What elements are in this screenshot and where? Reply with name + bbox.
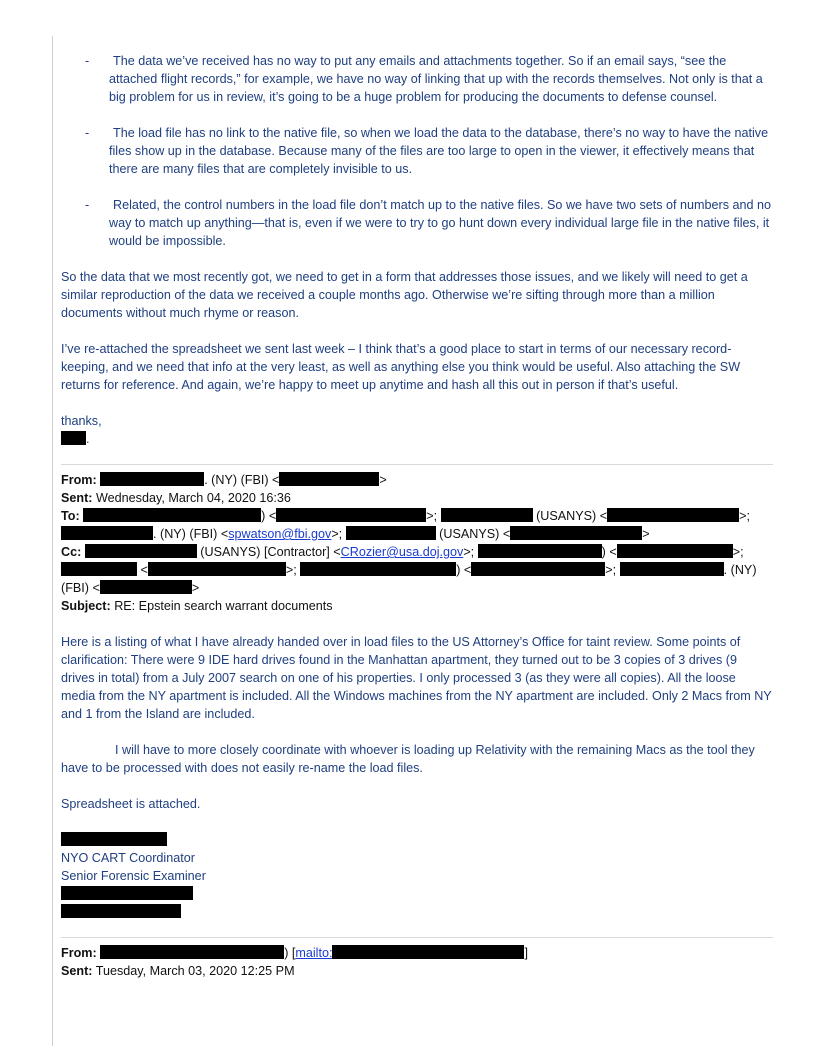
redaction-bar — [471, 562, 605, 576]
signature-title: Senior Forensic Examiner — [61, 869, 206, 883]
sent-line: Sent: Tuesday, March 03, 2020 12:25 PM — [61, 964, 295, 978]
bullet-text: The data we’ve received has no way to put any emails and attachments together. So if an email says, “see the attached flight records,” for example, we have no way of linking that up with the records themselves. Not only is that a big problem for us in review, it’s going to be a huge problem for producing the documents to defense counsel. — [109, 54, 763, 104]
redaction-bar — [61, 562, 137, 576]
from-line: From: ) [mailto: ] — [61, 946, 528, 960]
bullet-dash: - — [85, 198, 90, 212]
redaction-bar — [83, 508, 261, 522]
paragraph: Spreadsheet is attached. — [61, 797, 201, 811]
signature-name — [61, 831, 773, 849]
email-header — [61, 944, 773, 980]
redaction-bar — [100, 472, 204, 486]
bullet-item — [61, 52, 773, 106]
redaction-bar — [346, 526, 436, 540]
subject-line: Subject: RE: Epstein search warrant documents — [61, 599, 333, 613]
redaction-bar — [61, 526, 153, 540]
sent-line: Sent: Wednesday, March 04, 2020 16:36 — [61, 491, 291, 505]
redaction-bar — [148, 562, 286, 576]
bullet-text: The load file has no link to the native file, so when we load the data to the database, there’s no way to have the native files show up in the database. Because many of the files are too large to open in the viewer, it effectively means that there are many files that are completely invisible to us. — [109, 126, 769, 176]
signature-title: NYO CART Coordinator — [61, 851, 195, 865]
paragraph: I’ve re-attached the spreadsheet we sent last week – I think that’s a good place to start in terms of our necessary record-keeping, and we need that info at the very least, as well as anything else you think would be useful. Also attaching the SW returns for reference. And again, we’re happy to meet up anytime and hash all this out in person if that’s useful. — [61, 342, 741, 392]
redaction-bar — [478, 544, 602, 558]
redaction-bar — [441, 508, 533, 522]
from-line: From: . (NY) (FBI) < > — [61, 473, 387, 487]
redaction-bar — [61, 431, 86, 445]
signature-block — [61, 831, 773, 921]
cc-line-cont: (FBI) < > — [61, 581, 200, 595]
redaction-bar — [607, 508, 739, 522]
redaction-bar — [100, 945, 284, 959]
divider — [61, 937, 773, 938]
signoff-text: thanks, — [61, 414, 102, 428]
bullet-dash: - — [85, 126, 90, 140]
redaction-bar — [300, 562, 456, 576]
redaction-bar — [332, 945, 524, 959]
redaction-bar — [85, 544, 197, 558]
redaction-bar — [620, 562, 724, 576]
cc-line: Cc: (USANYS) [Contractor] <CRozier@usa.doj.gov>; ) < >; — [61, 545, 744, 559]
bullet-item — [61, 196, 773, 250]
cc-line-cont: < >; ) < >; . (NY) — [61, 561, 773, 579]
left-margin-rule — [52, 36, 53, 1046]
redaction-bar — [276, 508, 426, 522]
redaction-bar — [100, 580, 192, 594]
paragraph: So the data that we most recently got, we need to get in a form that addresses those issues, and we likely will need to get a similar reproduction of the data we received a couple months ago. Otherwise we’re sifting through more than a million documents without much rhyme or reason. — [61, 270, 748, 320]
bullet-dash: - — [85, 54, 90, 68]
email-link[interactable]: spwatson@fbi.gov — [228, 527, 332, 541]
email-link[interactable]: CRozier@usa.doj.gov — [340, 545, 464, 559]
redaction-bar — [61, 904, 181, 918]
signature-contact — [61, 885, 773, 903]
signoff — [61, 412, 773, 448]
redaction-bar — [279, 472, 379, 486]
paragraph: Here is a listing of what I have already handed over in load files to the US Attorney’s Office for taint review. Some points of clarification: There were 9 IDE hard drives found in the Manhattan apartment, they turned out to be 3 copies of 3 drives (9 drives in total) from a July 2007 search on one of his properties. I only processed 3 (as they were all copies). All the loose media from the NY apartment is included. All the Windows machines from the NY apartment are included. Only 2 Macs from NY and 1 from the Island are included. — [61, 635, 772, 721]
bullet-list — [61, 52, 773, 250]
signature-contact — [61, 903, 773, 921]
email-body — [61, 52, 773, 980]
redaction-bar — [510, 526, 642, 540]
to-line: To: ) < >; (USANYS) < >; — [61, 509, 750, 523]
redaction-bar — [61, 886, 193, 900]
bullet-text: Related, the control numbers in the load file don’t match up to the native files. So we have two sets of numbers and no way to match up anything—that is, even if we were to try to go hunt down every individual large file in the native files, it would be impossible. — [109, 198, 772, 248]
mailto-link[interactable]: mailto: — [295, 946, 524, 960]
to-line-cont: . (NY) (FBI) <spwatson@fbi.gov>; (USANYS) < > — [61, 525, 773, 543]
bullet-item — [61, 124, 773, 178]
divider — [61, 464, 773, 465]
redaction-bar — [61, 832, 167, 846]
redaction-bar — [617, 544, 733, 558]
email-header — [61, 471, 773, 615]
signoff-name: . — [61, 430, 773, 448]
paragraph: I will have to more closely coordinate with whoever is loading up Relativity with the remaining Macs as the tool they have to be processed with does not easily re-name the load files. — [61, 743, 755, 775]
